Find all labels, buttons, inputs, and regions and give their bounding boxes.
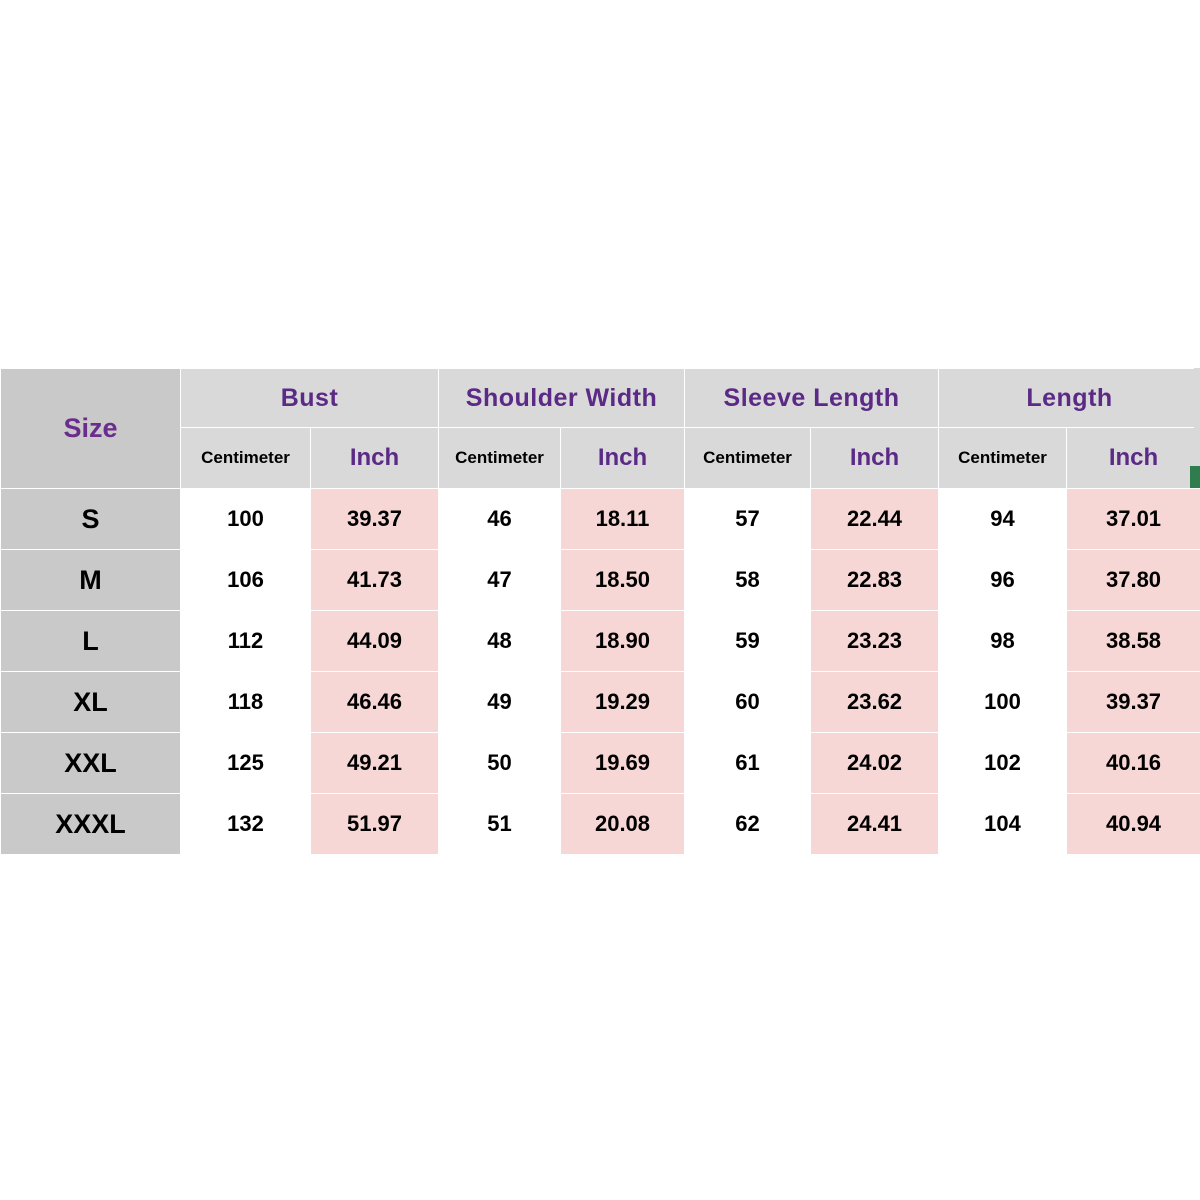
cell-bust-cm: 100: [181, 489, 311, 550]
cell-shoulder-inch: 18.90: [561, 611, 685, 672]
cell-sleeve-cm: 61: [685, 733, 811, 794]
cell-length-inch: 37.01: [1067, 489, 1200, 550]
row-size-label: XXXL: [1, 794, 181, 855]
table-header-groups: [1, 369, 1200, 428]
cell-shoulder-cm: 46: [439, 489, 561, 550]
cell-length-cm: 104: [939, 794, 1067, 855]
header-unit-bust-inch: Inch: [311, 428, 439, 489]
table-row: [1, 794, 1200, 855]
cell-shoulder-cm: 50: [439, 733, 561, 794]
cell-bust-inch: 46.46: [311, 672, 439, 733]
header-unit-bust-cm: Centimeter: [181, 428, 311, 489]
size-chart-table: [0, 368, 1200, 855]
cell-bust-cm: 118: [181, 672, 311, 733]
cell-length-inch: 40.16: [1067, 733, 1200, 794]
table-header-units: [1, 428, 1200, 489]
row-size-label: XXL: [1, 733, 181, 794]
header-group-bust: Bust: [181, 369, 439, 428]
cell-length-cm: 98: [939, 611, 1067, 672]
right-edge-strip: [1194, 368, 1200, 466]
cell-sleeve-cm: 60: [685, 672, 811, 733]
row-size-label: M: [1, 550, 181, 611]
cell-sleeve-inch: 23.23: [811, 611, 939, 672]
cell-shoulder-inch: 19.69: [561, 733, 685, 794]
cell-shoulder-cm: 48: [439, 611, 561, 672]
cell-shoulder-inch: 18.11: [561, 489, 685, 550]
right-edge-green-notch: [1190, 466, 1200, 488]
cell-length-inch: 40.94: [1067, 794, 1200, 855]
size-chart-container: [0, 368, 1200, 855]
header-unit-sleeve-inch: Inch: [811, 428, 939, 489]
header-unit-sleeve-cm: Centimeter: [685, 428, 811, 489]
cell-sleeve-cm: 62: [685, 794, 811, 855]
cell-length-cm: 102: [939, 733, 1067, 794]
header-group-length: Length: [939, 369, 1200, 428]
header-unit-shoulder-inch: Inch: [561, 428, 685, 489]
cell-sleeve-cm: 58: [685, 550, 811, 611]
cell-bust-inch: 44.09: [311, 611, 439, 672]
cell-shoulder-inch: 20.08: [561, 794, 685, 855]
cell-length-cm: 100: [939, 672, 1067, 733]
cell-length-cm: 96: [939, 550, 1067, 611]
cell-length-inch: 39.37: [1067, 672, 1200, 733]
cell-bust-inch: 39.37: [311, 489, 439, 550]
cell-sleeve-inch: 24.02: [811, 733, 939, 794]
cell-sleeve-cm: 57: [685, 489, 811, 550]
cell-bust-cm: 132: [181, 794, 311, 855]
header-unit-length-inch: Inch: [1067, 428, 1200, 489]
cell-shoulder-inch: 18.50: [561, 550, 685, 611]
row-size-label: S: [1, 489, 181, 550]
cell-sleeve-cm: 59: [685, 611, 811, 672]
cell-length-cm: 94: [939, 489, 1067, 550]
header-group-shoulder-width: Shoulder Width: [439, 369, 685, 428]
cell-sleeve-inch: 22.44: [811, 489, 939, 550]
row-size-label: L: [1, 611, 181, 672]
header-unit-shoulder-cm: Centimeter: [439, 428, 561, 489]
header-group-sleeve-length: Sleeve Length: [685, 369, 939, 428]
table-row: [1, 733, 1200, 794]
cell-shoulder-cm: 49: [439, 672, 561, 733]
cell-bust-inch: 51.97: [311, 794, 439, 855]
table-row: [1, 550, 1200, 611]
table-row: [1, 611, 1200, 672]
cell-shoulder-cm: 47: [439, 550, 561, 611]
row-size-label: XL: [1, 672, 181, 733]
cell-bust-cm: 125: [181, 733, 311, 794]
cell-bust-inch: 41.73: [311, 550, 439, 611]
cell-bust-cm: 106: [181, 550, 311, 611]
cell-sleeve-inch: 23.62: [811, 672, 939, 733]
cell-shoulder-inch: 19.29: [561, 672, 685, 733]
cell-length-inch: 38.58: [1067, 611, 1200, 672]
cell-shoulder-cm: 51: [439, 794, 561, 855]
table-row: [1, 672, 1200, 733]
header-unit-length-cm: Centimeter: [939, 428, 1067, 489]
cell-sleeve-inch: 22.83: [811, 550, 939, 611]
cell-bust-inch: 49.21: [311, 733, 439, 794]
cell-bust-cm: 112: [181, 611, 311, 672]
header-size: Size: [1, 369, 181, 489]
cell-sleeve-inch: 24.41: [811, 794, 939, 855]
cell-length-inch: 37.80: [1067, 550, 1200, 611]
table-row: [1, 489, 1200, 550]
